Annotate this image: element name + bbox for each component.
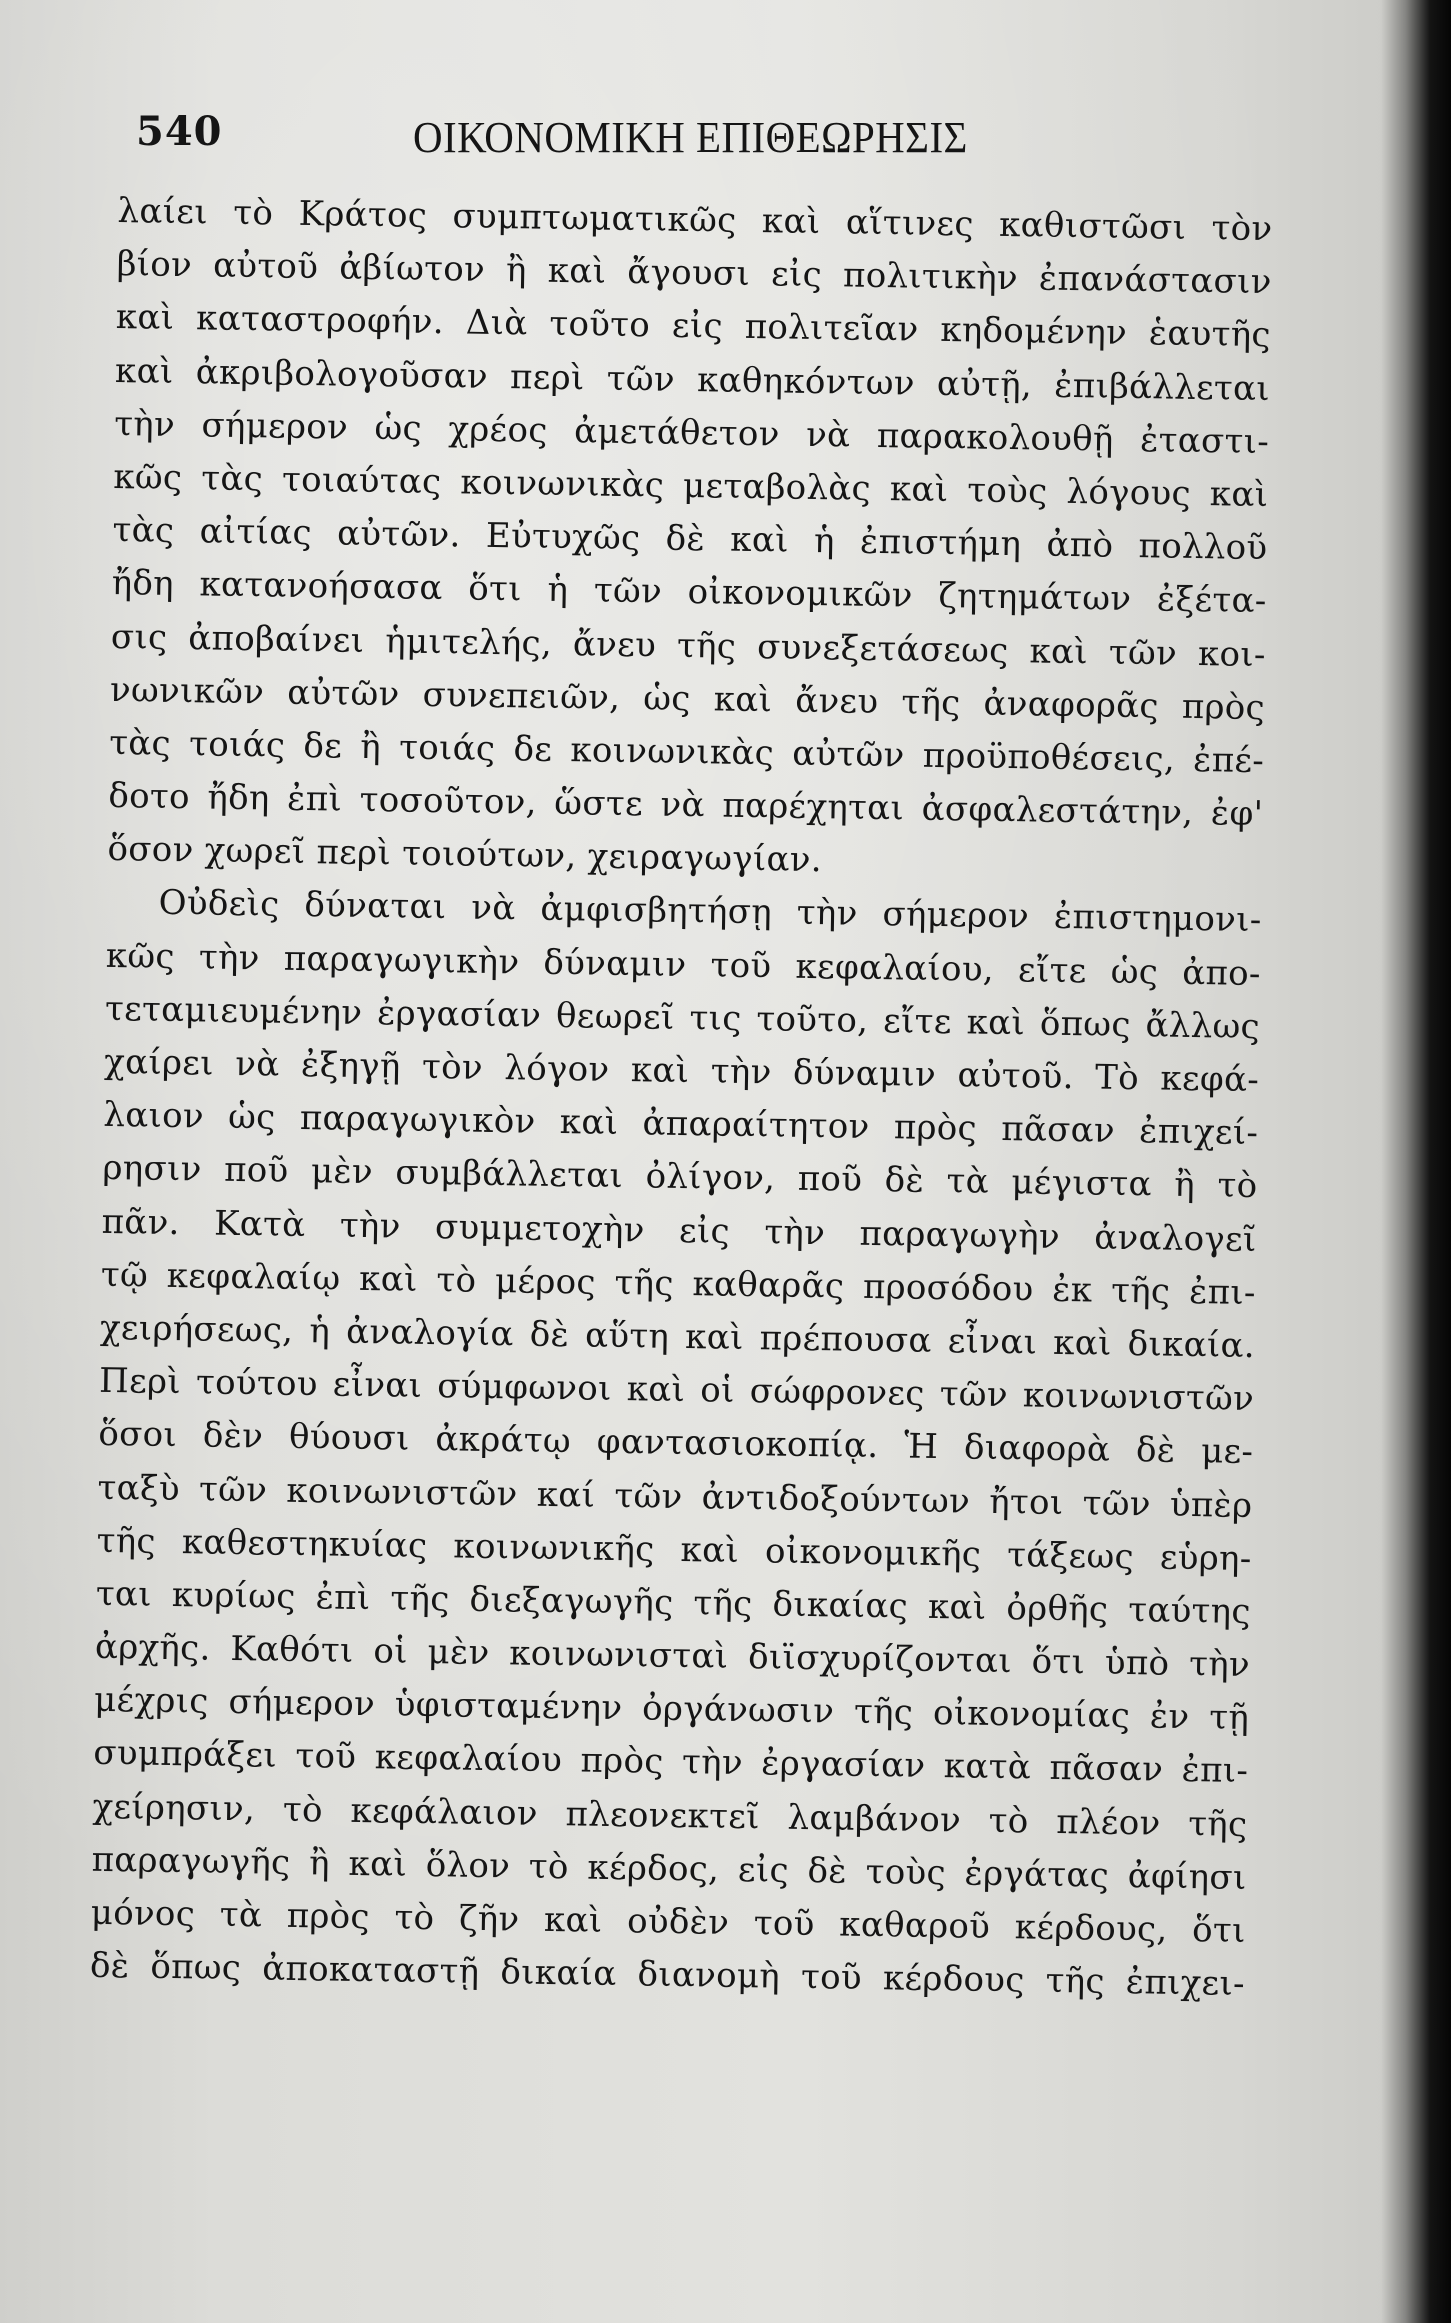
page-number: 540 (136, 108, 223, 155)
text-line: Περὶ τούτου εἶναι σύμφωνοι καὶ οἱ σώφρονες τῶν κοινωνιστῶν (98, 1360, 1255, 1420)
text-line: τῆς καθεστηκυίας κοινωνικῆς καὶ οἰκονομικῆς τάξεως εὑρη- (96, 1520, 1252, 1579)
text-line: πᾶν. Κατὰ τὴν συμμετοχὴν εἰς τὴν παραγωγὴν ἀναλογεῖ (101, 1201, 1257, 1260)
text-line: μόνος τὰ πρὸς τὸ ζῆν καὶ οὐδὲν τοῦ καθαροῦ κέρδους, ὅτι (90, 1892, 1247, 1951)
body-text (90, 185, 1273, 2011)
page-header (128, 108, 1268, 168)
text-line: μέχρις σήμερον ὑφισταμένην ὀργάνωσιν τῆς οἰκονομίας ἐν τῇ (93, 1680, 1250, 1739)
text-line: ρησιν ποῦ μὲν συμβάλλεται ὀλίγον, ποῦ δὲ τὰ μέγιστα ἢ τὸ (102, 1148, 1258, 1207)
paragraph-start-line: Οὐδεὶς δύναται νὰ ἀμφισβητήσῃ τὴν σήμερον ἐπιστημονι- (158, 883, 1262, 941)
text-line: ὅσοι δὲν θύουσι ἀκράτῳ φαντασιοκοπίᾳ. Ἡ διαφορὰ δὲ με- (98, 1414, 1254, 1473)
text-line: ἀρχῆς. Καθότι οἱ μὲν κοινωνισταὶ διϊσχυρίζονται ὅτι ὑπὸ τὴν (94, 1626, 1251, 1686)
text-line: τὰς αἰτίας αὐτῶν. Εὐτυχῶς δὲ καὶ ἡ ἐπιστήμη ἀπὸ πολλοῦ (112, 510, 1268, 569)
paragraph-end-line: ὅσον χωρεῖ περὶ τοιούτων, χειραγωγίαν. (107, 829, 823, 881)
running-title: ΟΙΚΟΝΟΜΙΚΗ ΕΠΙΘΕΩΡΗΣΙΣ (413, 113, 968, 162)
text-line: τὴν σήμερον ὡς χρέος ἀμετάθετον νὰ παρακολουθῇ ἐταστι- (113, 403, 1270, 462)
text-line: καὶ καταστροφήν. Διὰ τοῦτο εἰς πολιτεῖαν κηδομένην ἑαυτῆς (115, 297, 1272, 356)
text-line: ται κυρίως ἐπὶ τῆς διεξαγωγῆς τῆς δικαίας καὶ ὀρθῆς ταύτης (95, 1573, 1252, 1632)
text-line: σις ἀποβαίνει ἡμιτελής, ἄνευ τῆς συνεξετάσεως καὶ τῶν κοι- (110, 616, 1267, 675)
text-line: ταξὺ τῶν κοινωνιστῶν καί τῶν ἀντιδοξούντων ἤτοι τῶν ὑπὲρ (97, 1467, 1253, 1526)
text-line: νωνικῶν αὐτῶν συνεπειῶν, ὡς καὶ ἄνευ τῆς ἀναφορᾶς πρὸς (109, 669, 1266, 728)
text-line: βίον αὐτοῦ ἀβίωτον ἢ καὶ ἄγουσι εἰς πολιτικὴν ἐπανάστασιν (116, 244, 1272, 303)
text-line: δοτο ἤδη ἐπὶ τοσοῦτον, ὥστε νὰ παρέχηται ἀσφαλεστάτην, ἐφ' (108, 775, 1264, 835)
text-line: λαιον ὡς παραγωγικὸν καὶ ἀπαραίτητον πρὸς πᾶσαν ἐπιχεί- (103, 1095, 1259, 1154)
text-line: λαίει τὸ Κράτος συμπτωματικῶς καὶ αἵτινες καθιστῶσι τὸν (117, 190, 1273, 250)
text-line: κῶς τὴν παραγωγικὴν δύναμιν τοῦ κεφαλαίου, εἴτε ὡς ἀπο- (105, 935, 1262, 994)
text-line: τεταμιευμένην ἐργασίαν θεωρεῖ τις τοῦτο, εἴτε καὶ ὅπως ἄλλως (104, 988, 1261, 1047)
text-line: καὶ ἀκριβολογοῦσαν περὶ τῶν καθηκόντων αὐτῇ, ἐπιβάλλεται (114, 350, 1271, 409)
text-line: χειρήσεως, ἡ ἀναλογία δὲ αὕτη καὶ πρέπουσα εἶναι καὶ δικαία. (99, 1307, 1256, 1366)
text-line: παραγωγῆς ἢ καὶ ὅλον τὸ κέρδος, εἰς δὲ τοὺς ἐργάτας ἀφίησι (91, 1839, 1247, 1898)
text-line: χείρησιν, τὸ κεφάλαιον πλεονεκτεῖ λαμβάνον τὸ πλέον τῆς (92, 1786, 1248, 1845)
text-line: τὰς τοιάς δε ἢ τοιάς δε κοινωνικὰς αὐτῶν προϋποθέσεις, ἐπέ- (108, 722, 1265, 781)
text-line: τῷ κεφαλαίῳ καὶ τὸ μέρος τῆς καθαρᾶς προσόδου ἐκ τῆς ἐπι- (100, 1254, 1257, 1313)
text-line: χαίρει νὰ ἐξηγῇ τὸν λόγον καὶ τὴν δύναμιν αὐτοῦ. Τὸ κεφά- (103, 1041, 1260, 1101)
text-line: ἤδη κατανοήσασα ὅτι ἡ τῶν οἰκονομικῶν ζητημάτων ἐξέτα- (111, 563, 1267, 622)
text-line: κῶς τὰς τοιαύτας κοινωνικὰς μεταβολὰς καὶ τοὺς λόγους καὶ (113, 456, 1269, 516)
text-line: συμπράξει τοῦ κεφαλαίου πρὸς τὴν ἐργασίαν κατὰ πᾶσαν ἐπι- (93, 1733, 1249, 1792)
text-line: δὲ ὅπως ἀποκαταστῇ δικαία διανομὴ τοῦ κέρδους τῆς ἐπιχει- (89, 1945, 1246, 2005)
binding-gutter-shadow (1381, 0, 1451, 2323)
